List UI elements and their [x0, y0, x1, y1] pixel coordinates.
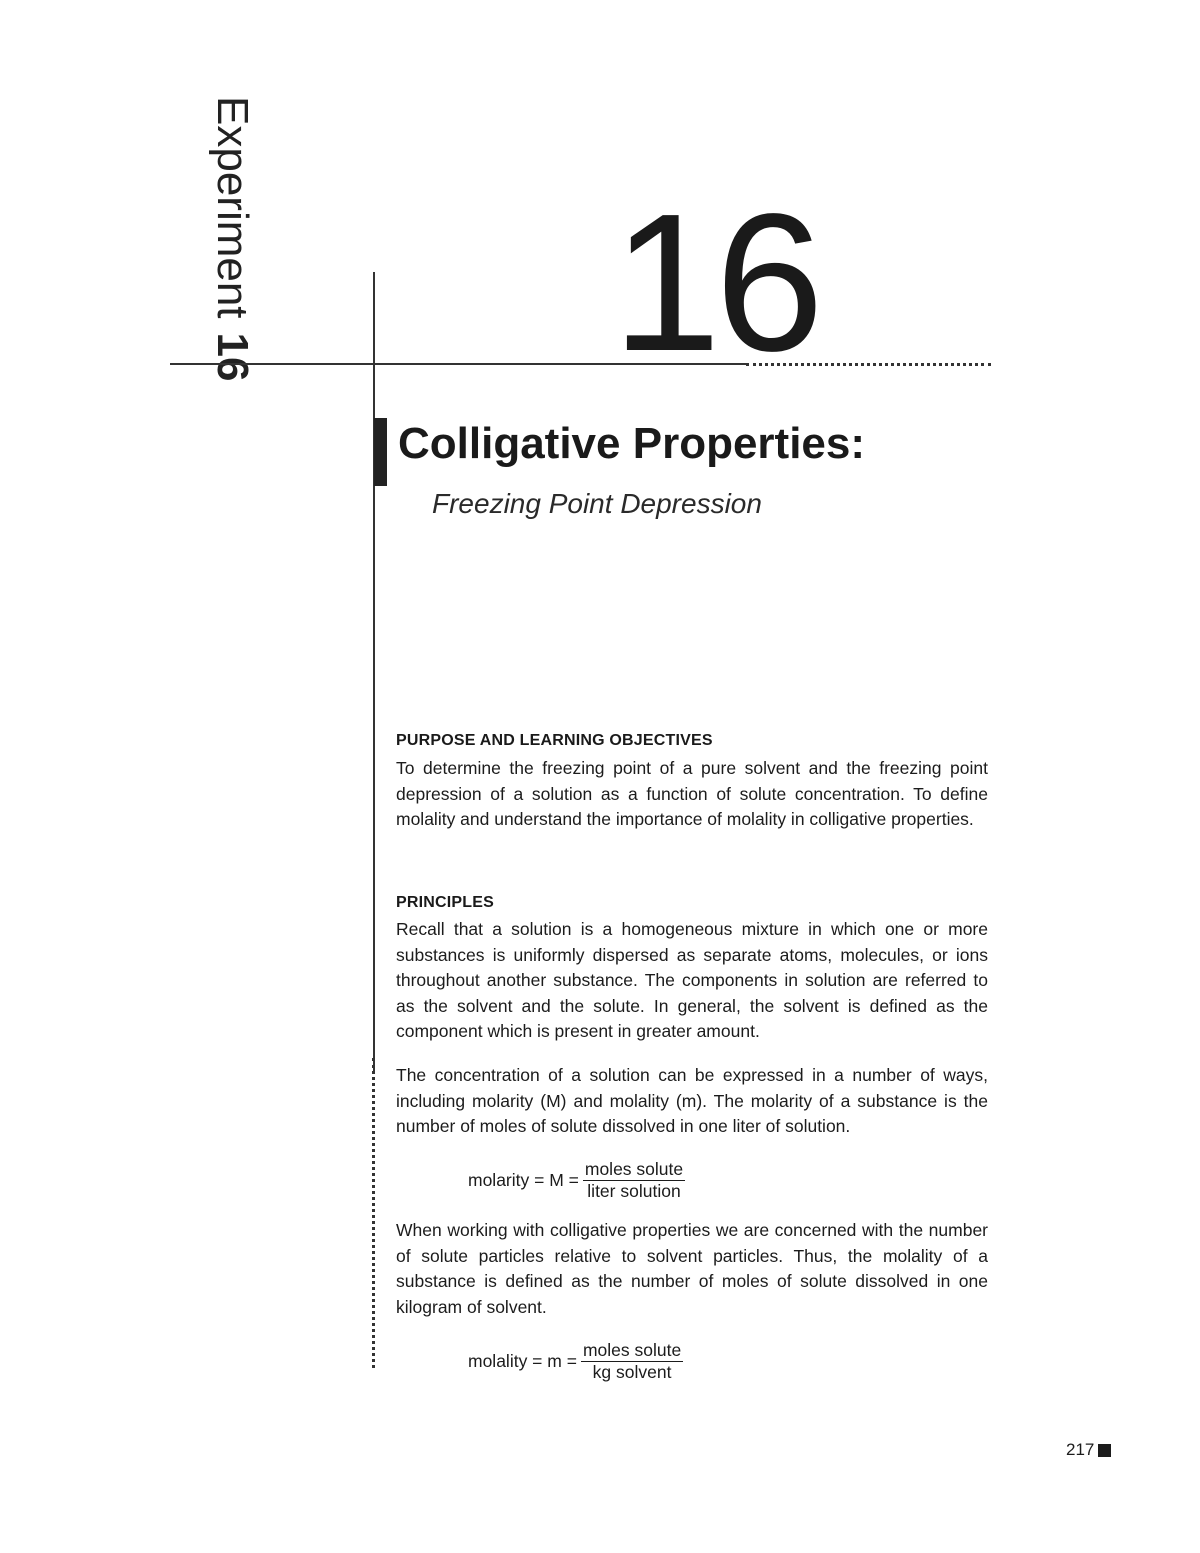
- molarity-formula: [468, 1158, 685, 1202]
- principles-paragraph-3: When working with colligative properties we are concerned with the number of solute particles relative to solvent particles. Thus, the molality of a substance is defined as the number of moles of solute dissolved in one kilogram of solvent.: [396, 1220, 988, 1317]
- principles-paragraph-1: Recall that a solution is a homogeneous mixture in which one or more substances is uniformly dispersed as separate atoms, molecules, or ions throughout another substance. The components in solution are referred to as the solvent and the solute. In general, the solvent is defined as the component which is present in greater amount.: [396, 919, 988, 1042]
- experiment-side-label: [190, 96, 264, 382]
- molarity-formula-lhs: molarity = M =: [468, 1169, 579, 1190]
- page-subtitle: Freezing Point Depression: [432, 488, 762, 519]
- title-accent-bar: [374, 418, 387, 486]
- objectives-text: To determine the freezing point of a pure solvent and the freezing point depression of a solution as a function of solute concentration. To define molality and understand the importance of molality in colligative properties.: [396, 758, 988, 830]
- vertical-dotted-rule: [372, 1058, 375, 1368]
- page-number: [1066, 1440, 1111, 1460]
- page-title: Colligative Properties:: [398, 419, 866, 468]
- molality-formula: [468, 1339, 683, 1383]
- molality-formula-lhs: molality = m =: [468, 1350, 577, 1371]
- molality-numerator: moles solute: [582, 1339, 682, 1360]
- molality-denominator: kg solvent: [592, 1361, 672, 1382]
- side-label-word: Experiment: [208, 96, 257, 319]
- molarity-numerator: moles solute: [584, 1158, 684, 1179]
- molarity-denominator: liter solution: [587, 1180, 681, 1201]
- principles-heading: PRINCIPLES: [396, 894, 495, 911]
- principles-paragraph-2: The concentration of a solution can be expressed in a number of ways, including molarity (M) and molality (m). The molarity of a substance is the number of moles of solute dissolved in one liter of solution.: [396, 1065, 988, 1137]
- molarity-fraction: [583, 1159, 685, 1202]
- objectives-heading: PURPOSE AND LEARNING OBJECTIVES: [396, 732, 713, 749]
- chapter-number: 16: [612, 173, 819, 392]
- side-label-number: 16: [208, 332, 257, 382]
- page-number-text: 217: [1066, 1440, 1095, 1459]
- square-bullet-icon: [1098, 1444, 1111, 1457]
- molality-fraction: [581, 1340, 683, 1383]
- vertical-rule: [373, 272, 375, 1072]
